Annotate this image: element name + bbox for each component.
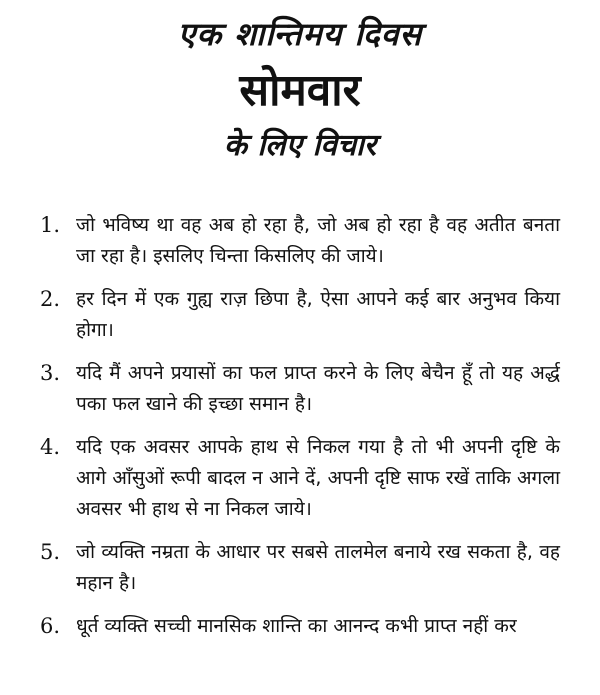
- thought-number: 3.: [40, 361, 61, 385]
- thought-number: 5.: [40, 540, 61, 564]
- thought-text: यदि मैं अपने प्रयासों का फल प्राप्त करने के लिए बेचैन हूँ तो यह अर्द्ध पका फल खाने की इच्छा समान है।: [76, 362, 560, 415]
- thought-text: जो व्यक्ति नम्रता के आधार पर सबसे तालमेल बनाये रख सकता है, वह महान है।: [76, 541, 560, 594]
- thought-number: 1.: [40, 213, 61, 237]
- thought-item-2: [40, 284, 560, 346]
- thought-text: धूर्त व्यक्ति सच्ची मानसिक शान्ति का आनन्द कभी प्राप्त नहीं कर: [76, 615, 517, 637]
- thought-item-3: [40, 358, 560, 420]
- thought-text: जो भविष्य था वह अब हो रहा है, जो अब हो रहा है वह अतीत बनता जा रहा है। इसलिए चिन्ता किसलिए की जाये।: [76, 214, 560, 267]
- thought-number: 4.: [40, 435, 61, 459]
- thought-item-5: [40, 537, 560, 599]
- thoughts-list: [40, 210, 560, 654]
- thought-text: यदि एक अवसर आपके हाथ से निकल गया है तो भी अपनी दृष्टि के आगे आँसुओं रूपी बादल न आने दें, अपनी दृष्टि साफ रखें ताकि अगला अवसर भी हाथ से ना निकल जाये।: [76, 436, 560, 520]
- thought-item-6: [40, 611, 560, 642]
- thought-number: 6.: [40, 614, 61, 638]
- heading-thoughts-for: के लिए विचार: [223, 128, 377, 163]
- heading-weekday: सोमवार: [239, 65, 361, 116]
- thought-text: हर दिन में एक गुह्य राज़ छिपा है, ऐसा आपने कई बार अनुभव किया होगा।: [76, 288, 560, 341]
- thought-item-1: [40, 210, 560, 272]
- thought-number: 2.: [40, 287, 61, 311]
- thought-item-4: [40, 432, 560, 525]
- heading-peaceful-day: एक शान्तिमय दिवस: [177, 15, 423, 53]
